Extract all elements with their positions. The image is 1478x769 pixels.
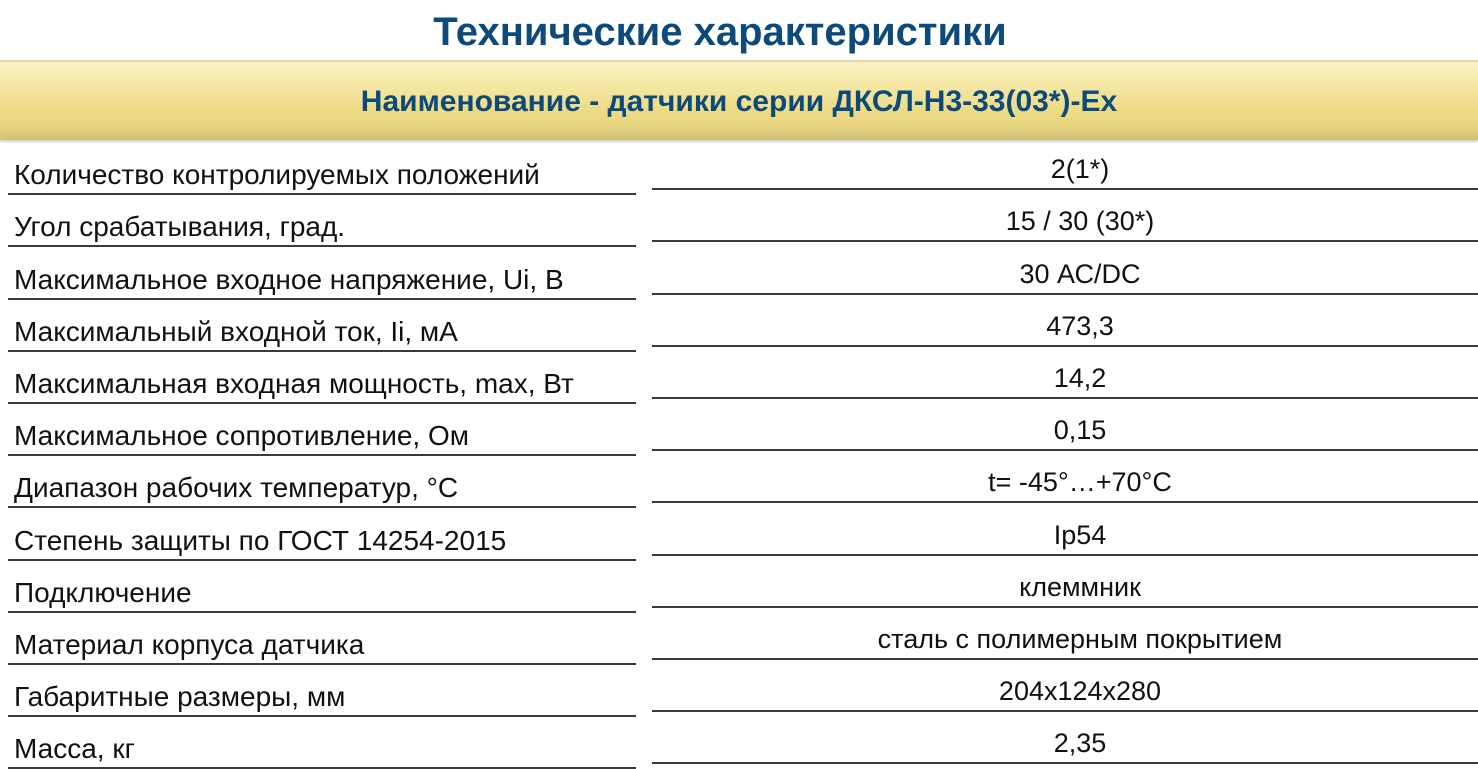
- row-divider-right: [652, 762, 1478, 764]
- spec-row: [0, 300, 1478, 352]
- spec-value: 30 АС/DC: [1019, 258, 1141, 289]
- spec-row: [0, 404, 1478, 456]
- spec-value: 15 / 30 (30*): [1005, 206, 1155, 237]
- spec-row: [0, 665, 1478, 717]
- spec-label: Габаритные размеры, мм: [14, 681, 346, 713]
- spec-value: клеммник: [1019, 571, 1141, 602]
- spec-row: [0, 508, 1478, 560]
- spec-label: Угол срабатывания, град.: [14, 211, 346, 243]
- product-name-heading: Наименование - датчики серии ДКСЛ-Н3-33(03*)-Ех: [360, 85, 1118, 118]
- spec-label: Количество контролируемых положений: [14, 159, 540, 191]
- spec-label: Максимальный входной ток, Ii, мА: [14, 315, 458, 347]
- row-divider-right: [652, 606, 1478, 608]
- row-divider-right: [652, 345, 1478, 347]
- spec-row: [0, 195, 1478, 247]
- spec-label: Степень защиты по ГОСТ 14254-2015: [14, 524, 507, 556]
- row-divider-right: [652, 240, 1478, 242]
- spec-value: t= -45°…+70°С: [988, 467, 1172, 498]
- spec-label: Максимальное сопротивление, Ом: [14, 420, 469, 452]
- spec-row: [0, 247, 1478, 299]
- spec-row: [0, 456, 1478, 508]
- spec-value: 2(1*): [1050, 154, 1110, 185]
- row-divider-right: [652, 293, 1478, 295]
- row-divider-right: [652, 188, 1478, 190]
- spec-label: Максимальная входная мощность, max, Вт: [14, 367, 574, 399]
- spec-row: [0, 352, 1478, 404]
- spec-label: Материал корпуса датчика: [14, 628, 365, 660]
- spec-value: 204х124х280: [998, 676, 1162, 707]
- spec-row: [0, 143, 1478, 195]
- spec-row: [0, 613, 1478, 665]
- row-divider-right: [652, 501, 1478, 503]
- spec-label: Максимальное входное напряжение, Ui, В: [14, 263, 564, 295]
- page-title: Технические характеристики: [433, 10, 1007, 54]
- spec-value: 473,3: [1046, 310, 1114, 341]
- row-divider-right: [652, 554, 1478, 556]
- spec-label: Подключение: [14, 576, 192, 608]
- row-divider-right: [652, 449, 1478, 451]
- spec-label: Масса, кг: [14, 733, 135, 765]
- spec-table: [0, 143, 1478, 769]
- spec-label: Диапазон рабочих температур, °С: [14, 472, 459, 504]
- row-divider-right: [652, 658, 1478, 660]
- row-divider-right: [652, 397, 1478, 399]
- row-divider-right: [652, 710, 1478, 712]
- spec-value: Ip54: [1053, 519, 1107, 550]
- spec-row: [0, 561, 1478, 613]
- spec-row: [0, 717, 1478, 769]
- spec-value: 14,2: [1053, 362, 1107, 393]
- spec-value: 2,35: [1053, 728, 1107, 759]
- spec-value: сталь с полимерным покрытием: [877, 623, 1283, 654]
- spec-value: 0,15: [1053, 415, 1107, 446]
